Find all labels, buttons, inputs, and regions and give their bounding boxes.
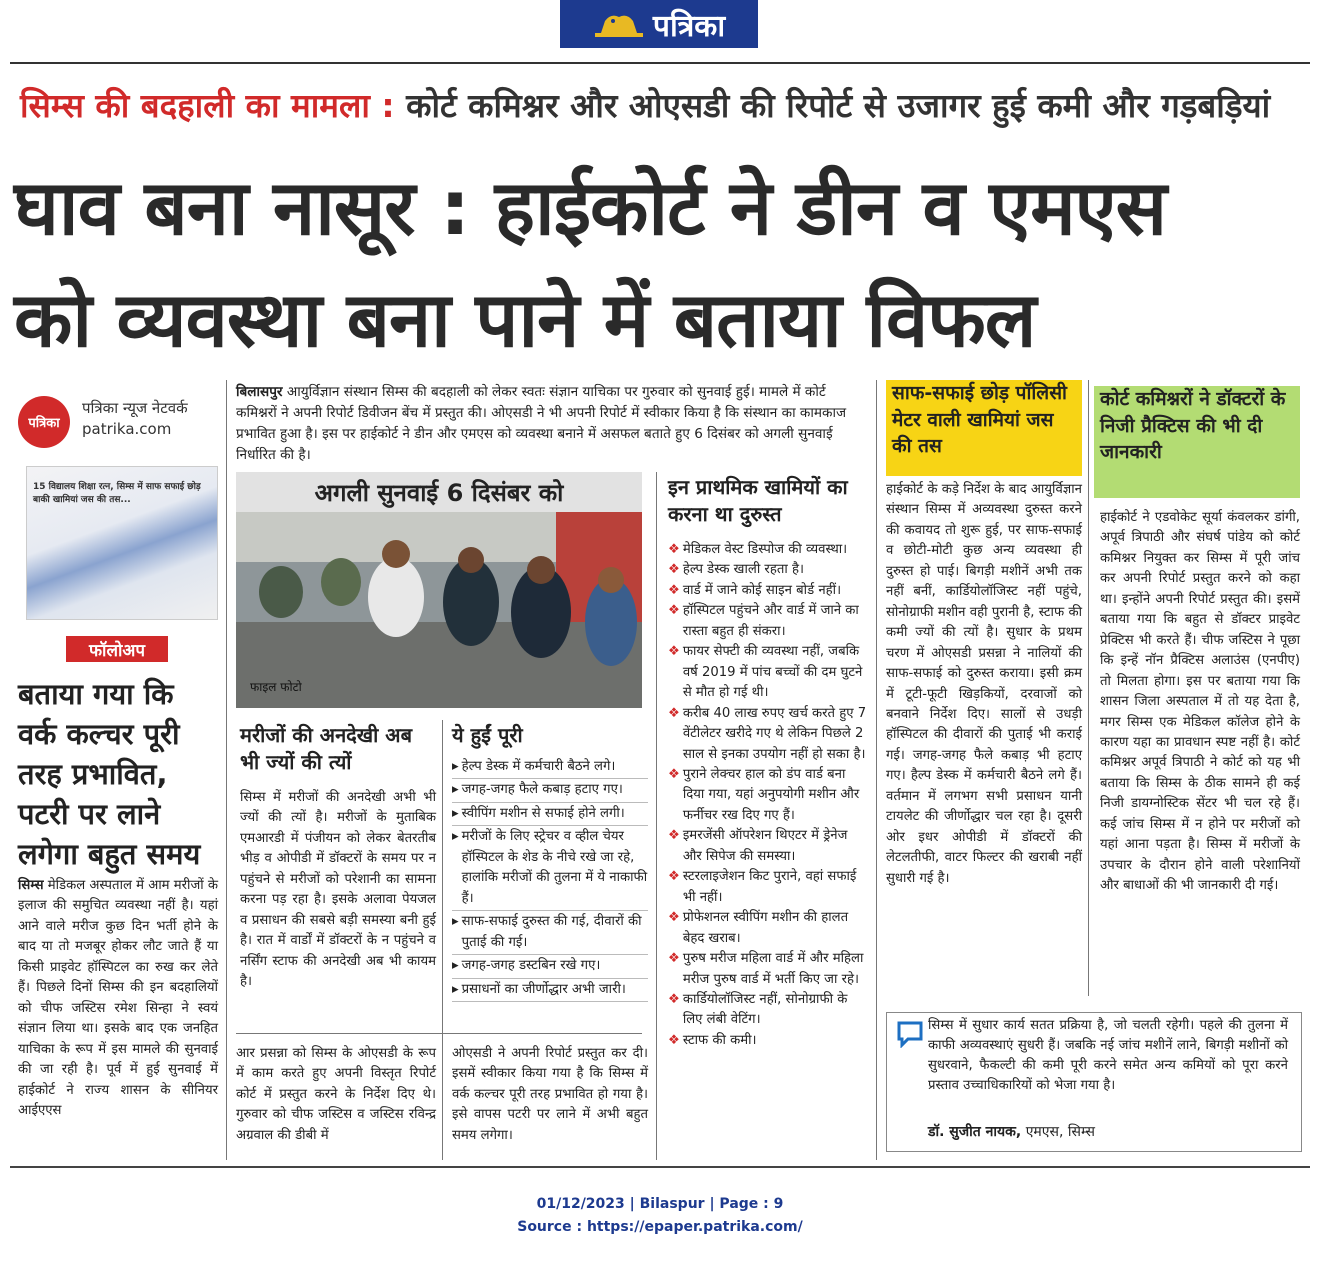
diamond-icon: ❖ [668,910,680,926]
bullet-icon: ▸ [452,805,459,821]
completed-list [452,756,648,1002]
followup-body [18,876,218,1121]
cleanliness-body: हाईकोर्ट के कड़े निर्देश के बाद आयुर्विज्ञान संस्थान सिम्स में अव्यवस्था दुरुस्त करने की कवायद तो शुरू हुई, पर साफ-सफाई व छोटी-मोटी कुछ अन्य व्यवस्था ही दुरुस्त हो पाई। बिगड़ी मशीनें अभी तक नहीं बनीं, कार्डियोलॉजिस्ट नहीं पहुंचे, सोनोग्राफी मशीन वही पुरानी है, स्टाफ की कमी ज्यों की त्यों है। सुधार के प्रथम चरण में ओएसडी प्रसन्ना ने नालियों की साफ-सफाई को दुरुस्त कराया। इसी क्रम में टूटी-फूटी खिड़कियों, दरवाजों को बनवाने निर्देश दिए। सालों से उधड़ी हॉस्पिटल की दीवारों की पुताई भी कराई गई। जगह-जगह फैले कबाड़ भी हटाए गए। हैल्प डेस्क में कर्मचारी बैठने लगे हैं। वर्तमान में लगभग सभी प्रसाधन यानी टायलेट की जीर्णोद्धार चल रहा है। दूसरी ओर इधर ओपीडी में डॉक्टरों की लेटलतीफी, वाटर फिल्टर की खराबी नहीं सुधारी गई है। [886,482,1082,886]
intro-paragraph [236,382,870,466]
masthead [560,0,758,48]
patients-body: सिम्स में मरीजों की अनदेखी अभी भी ज्यों की त्यों है। मरीजों के मुताबिक एमआरडी में पंजीयन को लेकर बेतरतीब भीड़ व ओपीडी में डॉक्टरों के समय पर न पहुंचने से मरीजों को परेशानी का सामना करना पड़ रहा है। इसके अलावा पेयजल व प्रसाधन की सबसे बड़ी समस्या बनी हुई है। रात में वार्डों में डॉक्टरों के न पहुंचने व नर्सिंग स्टाफ की अनदेखी अब भी कायम है। [240,790,436,990]
list-item: ❖ मेडिकल वेस्ट डिस्पोज की व्यवस्था। [668,540,868,560]
list-item: ❖ कार्डियोलॉजिस्ट नहीं, सोनोग्राफी के लिए लंबी वेटिंग। [668,990,868,1031]
headline-line-1: घाव बना नासूर : हाईकोर्ट ने डीन व एमएस [14,163,1167,252]
byline-badge: पत्रिका [18,396,70,448]
diamond-icon: ❖ [668,766,680,782]
column-rule [876,380,877,1160]
news-photo [236,472,642,708]
quote-attribution [928,1122,1095,1141]
list-item: ❖ स्टाफ की कमी। [668,1031,868,1051]
headline-line-2: को व्यवस्था बना पाने में बताया विफल [14,275,1036,364]
diamond-icon: ❖ [668,1032,680,1048]
column-rule [226,380,227,1160]
footer-dateline: 01/12/2023 | Bilaspur | Page : 9 [536,1196,784,1212]
speech-bubble-icon [896,1020,924,1048]
followup-tag: फॉलोअप [66,636,168,662]
section-rule [236,1033,642,1034]
masthead-title: पत्रिका [652,8,726,44]
list-item: ❖ पुरुष मरीज महिला वार्ड में और महिला मरीज पुरुष वार्ड में भर्ती किए जा रहे। [668,949,868,990]
list-item: ▸ जगह-जगह डस्टबिन रखे गए। [452,955,648,978]
column-rule [1088,380,1089,996]
clipping-text: 15 विद्यालय शिक्षा रत्न, सिम्स में साफ सफाई छोड़ बाकी खामियां जस की तस... [33,482,201,505]
completed-heading: ये हुईं पूरी [452,723,523,747]
kicker-red: सिम्स की बदहाली का मामला : [20,86,395,125]
bottom-rule [10,1166,1310,1168]
photo-caption: फाइल फोटो [250,680,302,694]
followup-text: मेडिकल अस्पताल में आम मरीजों के इलाज की समुचित व्यवस्था नहीं है। यहां आने वाले मरीज कुछ दिन भर्ती होने के बाद या तो मजबूर होकर लौट जाते हैं या किसी प्राइवेट हॉस्पिटल का रुख कर लेते हैं। पिछले दिनों सिम्स की इन बदहालियों को चीफ जस्टिस रमेश सिन्हा ने स्वयं संज्ञान लिया था। इसके बाद एक जनहित याचिका के रूप में इस मामले की सुनवाई की जा रही है। पूर्व में हुई सुनवाई में हाईकोर्ट ने राज्य शासन के सीनियर आईएएस [18,878,218,1118]
intro-lead: बिलासपुर [236,384,283,400]
quote-role: एमएस, सिम्स [1025,1124,1096,1140]
diamond-icon: ❖ [668,603,680,619]
bullet-icon: ▸ [452,981,459,997]
top-rule [10,62,1310,64]
list-item: ❖ इमरजेंसी ऑपरेशन थिएटर में ड्रेनेज और सिपेज की समस्या। [668,826,868,867]
kicker [20,82,1310,127]
list-item: ▸ स्वीपिंग मशीन से सफाई होने लगी। [452,803,648,826]
bullet-icon: ▸ [452,782,459,798]
list-item: ❖ प्रोफेशनल स्वीपिंग मशीन की हालत बेहद खराब। [668,908,868,949]
completed-cont: ओएसडी ने अपनी रिपोर्ट प्रस्तुत कर दी। इसमें स्वीकार किया गया है कि सिम्स में वर्क कल्चर पूरी तरह प्रभावित हो गया है। इसे वापस पटरी पर लाने में अभी बहुत समय लगेगा। [452,1046,648,1143]
column-rule [442,720,443,1160]
list-item: ❖ करीब 40 लाख रुपए खर्च करते हुए 7 वेंटीलेटर खरीदे गए थे लेकिन पिछले 2 साल से इनका उपयोग नहीं हो सका है। [668,704,868,765]
byline-network: पत्रिका न्यूज नेटवर्क [82,399,188,417]
photo-banner: अगली सुनवाई 6 दिसंबर को [236,472,642,512]
list-item: ▸ जगह-जगह फैले कबाड़ हटाए गए। [452,779,648,802]
lion-icon [593,9,645,39]
diamond-icon: ❖ [668,951,680,967]
diamond-icon: ❖ [668,562,680,578]
bullet-icon: ▸ [452,914,459,930]
list-item: ❖ पुराने लेक्चर हाल को डंप वार्ड बना दिया गया, यहां अनुपयोगी मशीन और फर्नीचर रख दिए गए हैं। [668,765,868,826]
patients-heading: मरीजों की अनदेखी अब भी ज्यों की त्यों [240,723,413,774]
followup-lead: सिम्स [18,878,44,893]
list-item: ❖ स्टरलाइजेशन किट पुराने, वहां सफाई भी नहीं। [668,867,868,908]
list-item: ▸ हेल्प डेस्क में कर्मचारी बैठने लगे। [452,756,648,779]
list-item: ❖ हॉस्पिटल पहुंचने और वार्ड में जाने का रास्ता बहुत ही संकरा। [668,601,868,642]
list-item: ❖ वार्ड में जाने कोई साइन बोर्ड नहीं। [668,581,868,601]
deficiencies-heading: इन प्राथमिक खामियों का करना था दुरुस्त [668,475,848,526]
list-item: ❖ फायर सेफ्टी की व्यवस्था नहीं, जबकि वर्ष 2019 में पांच बच्चों की दम घुटने से मौत हो गई थी। [668,642,868,703]
patients-cont: आर प्रसन्ना को सिम्स के ओएसडी के रूप में काम करते हुए अपनी विस्तृत रिपोर्ट कोर्ट में प्रस्तुत करने के निर्देश दिए थे। गुरुवार को चीफ जस्टिस व जस्टिस रविन्द्र अग्रवाल की डीबी में [236,1046,436,1143]
quote-name: डॉ. सुजीत नायक, [928,1124,1022,1140]
cleanliness-heading: साफ-सफाई छोड़ पॉलिसी मेटर वाली खामियां जस की तस [892,382,1067,458]
diamond-icon: ❖ [668,705,680,721]
list-item: ❖ हेल्प डेस्क खाली रहता है। [668,560,868,580]
diamond-icon: ❖ [668,828,680,844]
commissioners-body: हाईकोर्ट ने एडवोकेट सूर्या कंवलकर डांगी, अपूर्व त्रिपाठी और संघर्ष पांडेय को कोर्ट कमिश्नर नियुक्त कर सिम्स में पूरी जांच कर अपनी रिपोर्ट प्रस्तुत करने को कहा था। इन्होंने अपनी रिपोर्ट प्रस्तुत की। इसमें बताया गया कि बहुत से डॉक्टर प्राइवेट प्रेक्टिस भी करते हैं। चीफ जस्टिस ने पूछा कि इन्हें नॉन प्रैक्टिस अलाउंस (एनपीए) तो मिलता होगा। इस पर बताया गया कि शासन जिला अस्पताल में तो यह देता है, मगर सिम्स एक मेडिकल कॉलेज होने के कारण यहा का प्रावधान स्पष्ट नहीं है। कोर्ट कमिश्नर अपूर्व त्रिपाठी ने कोर्ट को यह भी बताया कि सिम्स के ठीक सामने ही कई निजी डायग्नोस्टिक सेंटर भी चल रहे हैं। कई जांच सिम्स में न होने पर मरीजों को यहां आना पड़ता है। सिम्स में मरीजों के उपचार के दौरान होने वाली परेशानियों और बाधाओं की भी जानकारी दी गई। [1100,510,1300,894]
byline-site[interactable]: patrika.com [82,420,172,438]
bullet-icon: ▸ [452,829,459,845]
column-rule [656,472,657,1160]
diamond-icon: ❖ [668,991,680,1007]
list-item: ▸ मरीजों के लिए स्ट्रेचर व व्हील चेयर हॉस्पिटल के शेड के नीचे रखे जा रहे, हालांकि मरीजों की तुलना में ये नाकाफी हैं। [452,826,648,911]
bullet-icon: ▸ [452,958,459,974]
diamond-icon: ❖ [668,582,680,598]
diamond-icon: ❖ [668,644,680,660]
bullet-icon: ▸ [452,759,459,774]
diamond-icon: ❖ [668,542,680,557]
clipping-thumbnail [26,466,218,620]
followup-heading: बताया गया कि वर्क कल्चर पूरी तरह प्रभावित, पटरी पर लाने लगेगा बहुत समय [18,677,201,872]
diamond-icon: ❖ [668,869,680,885]
deficiencies-list [668,540,868,1051]
quote-text: सिम्स में सुधार कार्य सतत प्रक्रिया है, जो चलती रहेगी। पहले की तुलना में काफी अव्यवस्थाएं सुधरी हैं। जबकि नई जांच मशीनें लाने, बिगड़ी मशीनों को सुधरवाने, फैकल्टी की कमी पूरी करने समेत अन्य कमियों को पूरा करने प्रस्ताव उच्चाधिकारियों को भेजा गया है। [928,1018,1288,1094]
footer-source[interactable]: Source : https://epaper.patrika.com/ [517,1219,803,1235]
commissioners-heading: कोर्ट कमिश्नरों ने डॉक्टरों के निजी प्रैक्टिस की भी दी जानकारी [1100,388,1286,464]
list-item: ▸ प्रसाधनों का जीर्णोद्धार अभी जारी। [452,979,648,1002]
intro-text: आयुर्विज्ञान संस्थान सिम्स की बदहाली को लेकर स्वतः संज्ञान याचिका पर गुरुवार को सुनवाई हुई। मामले में कोर्ट कमिश्नरों ने अपनी रिपोर्ट डिवीजन बेंच में प्रस्तुत की। ओएसडी ने भी अपनी रिपोर्ट में स्वीकार किया है कि संस्थान का कामकाज प्रभावित हुआ है। इस पर हाईकोर्ट ने डीन और एमएस को व्यवस्था बनाने में असफल बताते हुए 6 दिसंबर को अगली सुनवाई निर्धारित की है। [236,384,847,464]
list-item: ▸ साफ-सफाई दुरुस्त की गई, दीवारों की पुताई की गई। [452,911,648,955]
kicker-rest: कोर्ट कमिश्नर और ओएसडी की रिपोर्ट से उजागर हुई कमी और गड़बड़ियां [406,86,1271,125]
